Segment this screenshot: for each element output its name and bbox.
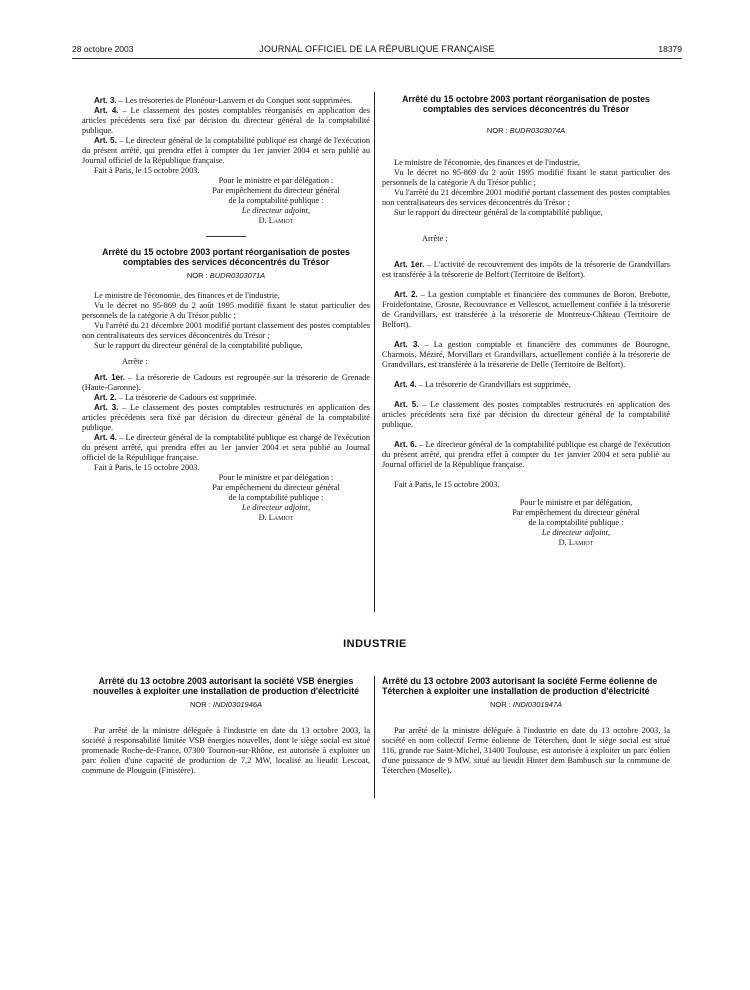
article: Art. 2. – La trésorerie de Cadours est supprimée. [94, 393, 257, 402]
nor-reference: NOR : BUDR0303071A [186, 271, 266, 280]
paragraph: Vu l'arrêté du 21 décembre 2001 modifié portant classement des postes comptables non centralisateurs des services déconcentrés du Trésor ; [382, 188, 670, 207]
article: Art. 6. – Le directeur général de la comptabilité publique est chargé de l'exécution du présent arrêté, qui prendra effet à compter du 1er janvier 2004 et sera publié au Journal officiel de la République française. [382, 440, 671, 469]
paragraph: Vu l'arrêté du 21 décembre 2001 modifié portant classement des postes comptables non centralisateurs des services déconcentrés du Trésor ; [82, 321, 370, 340]
article: Art. 3. – Les trésoreries de Plonéour-Lanvern et du Conquet sont supprimées. [94, 96, 353, 105]
arrete-heading: Arrête : [122, 357, 148, 366]
done-at: Fait à Paris, le 15 octobre 2003. [94, 166, 200, 175]
article: Art. 4. – Le directeur général de la comptabilité publique est chargé de l'exécution du présent arrêté, qui prendra effet au 1er janvier 2004 et sera publié au Journal officiel de la République française. [82, 433, 371, 462]
article: Art. 2. – La gestion comptable et financière des communes de Boron, Brebotte, Froidefontaine, Grosne, Recouvrance et Vellescot, actuellement confiée à la trésorerie de Grandvillars, est transférée à la trésorerie de Montreux-Château (Territoire de Belfort). [382, 290, 671, 329]
nor-reference: NOR : INDI0301946A [189, 700, 263, 709]
left-column [82, 96, 370, 523]
article: Art. 3. – La gestion comptable et financière des communes de Bourogne, Charmois, Méziré, Morvillars et Grandvillars, actuellement confiée à la trésorerie de Grandvillars, est transférée à la trésorerie de Delle (Territoire de Belfort). [382, 340, 671, 369]
done-at: Fait à Paris, le 15 octobre 2003. [94, 463, 200, 472]
article: Art. 5. – Le directeur général de la comptabilité publique est chargé de l'exécution du présent arrêté, qui prendra effet à compter du 1er janvier 2004 et sera publié au Journal officiel de la République française. [82, 136, 371, 165]
header-page-number: 18379 [658, 44, 682, 54]
nor-reference: NOR : INDI0301947A [489, 700, 563, 709]
column-divider [374, 92, 375, 612]
industry-right-column [382, 676, 670, 776]
nor-reference: NOR : BUDR0303074A [486, 126, 566, 135]
header-rule [72, 58, 682, 59]
industry-left-column [82, 676, 370, 776]
column-divider [374, 676, 375, 798]
decree-title: Arrêté du 15 octobre 2003 portant réorganisation de postes comptables des services déconcentrés du Trésor [102, 247, 350, 267]
article: Art. 5. – Le classement des postes comptables restructurés en application des articles précédents sera fixé par décision du directeur général de la comptabilité publique. [382, 400, 670, 429]
paragraph: Vu le décret no 95-869 du 2 août 1995 modifié fixant le statut particulier des personnels de la catégorie A du Trésor public ; [382, 168, 670, 187]
paragraph: Le ministre de l'économie, des finances et de l'industrie, [394, 158, 580, 167]
done-at: Fait à Paris, le 15 octobre 2003. [394, 480, 500, 489]
decree-title: Arrêté du 13 octobre 2003 autorisant la société Ferme éolienne de Téterchen à exploiter une installation de production d'électricité [382, 676, 658, 696]
signature-block: Pour le ministre et par délégation : Par empêchement du directeur général de la comptabilité publique : Le directeur adjoint, D. Lamiot [212, 473, 340, 522]
paragraph: Sur le rapport du directeur général de la comptabilité publique, [94, 341, 303, 350]
paragraph: Par arrêté de la ministre déléguée à l'industrie en date du 13 octobre 2003, la société en nom collectif Ferme éolienne de Téterchen, dont le siège social est situé 116, grande rue Saint-Michel, 31400 Toulouse, est autorisée à exploiter un parc éolien d'une puissance de 9 MW, situé au lieudit Hinter dem Bambusch sur la commune de Téterchen (Moselle). [382, 726, 670, 775]
paragraph: Vu le décret no 95-869 du 2 août 1995 modifié fixant le statut particulier des personnels de la catégorie A du Trésor public ; [82, 301, 370, 320]
decree-title: Arrêté du 13 octobre 2003 autorisant la société VSB énergies nouvelles à exploiter une installation de production d'électricité [92, 676, 360, 696]
header-date: 28 octobre 2003 [72, 44, 134, 54]
right-column [382, 94, 670, 548]
signature-block: Pour le ministre et par délégation : Par empêchement du directeur général de la comptabilité publique : Le directeur adjoint, D. Lamiot [212, 176, 340, 225]
separator [206, 236, 246, 237]
article: Art. 1er. – L'activité de recouvrement des impôts de la trésorerie de Grandvillars est transférée à la trésorerie de Belfort (Territoire de Belfort). [382, 260, 670, 279]
paragraph: Sur le rapport du directeur général de la comptabilité publique, [394, 208, 603, 217]
section-heading-industrie: INDUSTRIE [343, 638, 407, 650]
paragraph: Le ministre de l'économie, des finances et de l'industrie, [94, 291, 280, 300]
decree-title: Arrêté du 15 octobre 2003 portant réorganisation de postes comptables des services déconcentrés du Trésor [402, 94, 650, 114]
article: Art. 4. – La trésorerie de Grandvillars est supprimée. [394, 380, 571, 389]
signature-block: Pour le ministre et par délégation, Par empêchement du directeur général de la comptabilité publique : Le directeur adjoint, D. Lamiot [512, 498, 640, 547]
header-journal-title: JOURNAL OFFICIEL DE LA RÉPUBLIQUE FRANÇAISE [259, 44, 495, 54]
page-header [72, 44, 682, 58]
article: Art. 1er. – La trésorerie de Cadours est regroupée sur la trésorerie de Grenade (Haute-Garonne). [82, 373, 370, 392]
arrete-heading: Arrête : [422, 234, 448, 243]
article: Art. 4. – Le classement des postes comptables réorganisés en application des articles précédents sera fixé par décision du directeur général de la comptabilité publique. [82, 106, 371, 135]
paragraph: Par arrêté de la ministre déléguée à l'industrie en date du 13 octobre 2003, la société à responsabilité limitée VSB énergies nouvelles, dont le siège social est situé promenade Roche-de-France, 07300 Tournon-sur-Rhône, est autorisée à exploiter un parc éolien d'une capacité de production de 7,2 MW, localisé au lieudit Lescoat, commune de Plouguin (Finistère). [82, 726, 370, 775]
article: Art. 3. – Le classement des postes comptables restructurés en application des articles précédents sera fixé par décision du directeur général de la comptabilité publique. [82, 403, 370, 432]
